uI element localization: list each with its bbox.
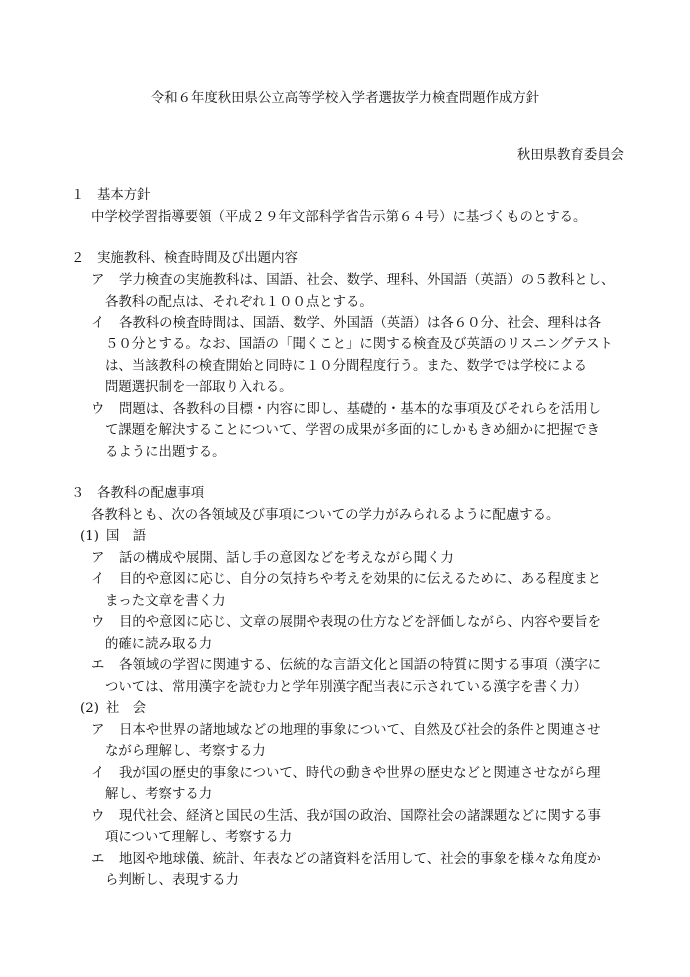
item-text: 各領域の学習に関連する、伝統的な言語文化と国語の特質に関する事項（漢字に <box>119 658 602 673</box>
item-mark: エ <box>91 852 105 867</box>
item-mark: イ <box>91 766 105 781</box>
item-text: 各教科の検査時間は、国語、数学、外国語（英語）は各６０分、社会、理科は各 <box>119 316 602 331</box>
item-text: 問題は、各教科の目標・内容に即し、基礎的・基本的な事項及びそれらを活用し <box>119 402 602 417</box>
section-number: ３ <box>71 486 85 501</box>
item-text: 解し、考察する力 <box>105 787 213 802</box>
section-number: １ <box>71 188 85 203</box>
document-title: 令和６年度秋田県公立高等学校入学者選抜学力検査問題作成方針 <box>150 91 540 106</box>
body-text: 各教科とも、次の各領域及び事項についての学力がみられるように配慮する。 <box>91 508 560 523</box>
section-heading: 各教科の配慮事項 <box>97 486 205 501</box>
item-text: ながら理解し、考察する力 <box>105 744 266 759</box>
item-mark: エ <box>91 658 105 673</box>
item-text: 的確に読み取る力 <box>105 637 213 652</box>
item-text: 現代社会、経済と国民の生活、我が国の政治、国際社会の諸課題などに関する事 <box>119 809 602 824</box>
item-mark: ア <box>91 273 105 288</box>
item-text: 目的や意図に応じ、自分の気持ちや考えを効果的に伝えるために、ある程度まと <box>119 572 602 587</box>
item-text: 話の構成や展開、話し手の意図などを考えながら聞く力 <box>119 551 454 566</box>
item-mark: イ <box>91 316 105 331</box>
item-text: 各教科の配点は、それぞれ１００点とする。 <box>105 295 373 310</box>
item-text: 我が国の歴史的事象について、時代の動きや世界の歴史などと関連させながら理 <box>119 766 601 781</box>
section-heading: 実施教科、検査時間及び出題内容 <box>97 251 298 266</box>
item-mark: ア <box>91 551 105 566</box>
item-mark: ウ <box>91 809 105 824</box>
item-text: 問題選択制を一部取り入れる。 <box>105 380 293 395</box>
item-text: ５０分とする。なお、国語の「聞くこと」に関する検査及び英語のリスニングテスト <box>105 337 613 352</box>
item-text: ら判断し、表現する力 <box>105 873 239 888</box>
item-text: 地図や地球儀、統計、年表などの諸資料を活用して、社会的事象を様々な角度か <box>119 852 601 867</box>
subsection-label: (2) <box>80 701 99 716</box>
item-text: 学力検査の実施教科は、国語、社会、数学、理科、外国語（英語）の５教科とし、 <box>119 273 615 288</box>
section-heading: 基本方針 <box>97 188 151 203</box>
subsection-name: 国 語 <box>106 529 147 544</box>
item-text: るように出題する。 <box>105 445 226 460</box>
subsection-name: 社 会 <box>106 701 147 716</box>
item-mark: ウ <box>91 402 105 417</box>
body-text: 中学校学習指導要領（平成２９年文部科学省告示第６４号）に基づくものとする。 <box>91 210 587 225</box>
item-text: ついては、常用漢字を読む力と学年別漢字配当表に示されている漢字を書く力） <box>105 680 588 695</box>
item-text: 項について理解し、考察する力 <box>105 830 293 845</box>
issuing-organization: 秋田県教育委員会 <box>516 148 624 163</box>
subsection-label: (1) <box>80 529 99 544</box>
section-number: ２ <box>71 251 85 266</box>
item-text: 目的や意図に応じ、文章の展開や表現の仕方などを評価しながら、内容や要旨を <box>119 615 602 630</box>
item-text: まった文章を書く力 <box>105 594 226 609</box>
item-mark: ア <box>91 723 105 738</box>
item-mark: イ <box>91 572 105 587</box>
item-text: 日本や世界の諸地域などの地理的事象について、自然及び社会的条件と関連させ <box>119 723 601 738</box>
item-mark: ウ <box>91 615 105 630</box>
item-text: は、当該教科の検査開始と同時に１０分間程度行う。また、数学では学校による <box>105 359 588 374</box>
item-text: て課題を解決することについて、学習の成果が多面的にしかもきめ細かに把握でき <box>105 423 600 438</box>
